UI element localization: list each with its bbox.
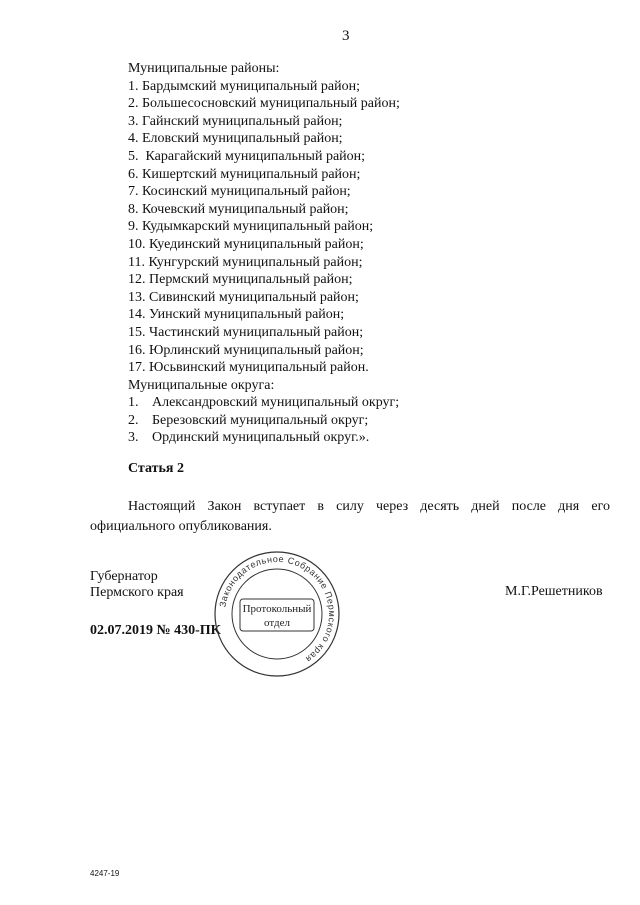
item-number: 4. bbox=[128, 131, 139, 147]
item-name: Кишертский муниципальный район; bbox=[142, 166, 361, 182]
list-item bbox=[128, 236, 528, 254]
item-number: 10. bbox=[128, 236, 146, 252]
item-name: Пермский муниципальный район; bbox=[149, 272, 353, 288]
districts-heading: Муниципальные районы: bbox=[128, 61, 280, 76]
page-number: 3 bbox=[342, 28, 350, 44]
item-name: Уинский муниципальный район; bbox=[149, 307, 345, 323]
item-number: 3. bbox=[128, 113, 139, 129]
list-item bbox=[128, 113, 528, 131]
item-name: Юрлинский муниципальный район; bbox=[149, 342, 364, 358]
list-item bbox=[128, 148, 528, 166]
item-number: 6. bbox=[128, 166, 139, 182]
list-item bbox=[128, 412, 528, 430]
list-item bbox=[128, 201, 528, 219]
item-name: Косинский муниципальный район; bbox=[142, 184, 351, 200]
item-name: Ординский муниципальный округ.». bbox=[152, 430, 370, 446]
governor-title-line1: Губернатор bbox=[90, 569, 158, 584]
list-item bbox=[128, 289, 528, 307]
governor-name: М.Г.Решетников bbox=[505, 584, 603, 599]
list-item bbox=[128, 95, 528, 113]
governor-title-line2: Пермского края bbox=[90, 585, 184, 600]
list-item bbox=[128, 218, 528, 236]
list-item bbox=[128, 130, 528, 148]
item-number: 16. bbox=[128, 342, 146, 358]
stamp-ring-text: Законодательное Собрание Пермского края bbox=[217, 553, 338, 665]
item-number: 8. bbox=[128, 201, 139, 217]
item-name: Частинский муниципальный район; bbox=[149, 324, 364, 340]
item-number: 3. bbox=[128, 430, 139, 446]
item-number: 13. bbox=[128, 289, 146, 305]
item-number: 2. bbox=[128, 412, 139, 428]
item-number: 2. bbox=[128, 96, 139, 112]
list-item bbox=[128, 359, 528, 377]
item-number: 11. bbox=[128, 254, 145, 270]
municipalities-list bbox=[128, 60, 528, 447]
item-name: Куединский муниципальный район; bbox=[149, 236, 364, 252]
article-title: Статья 2 bbox=[128, 461, 184, 476]
item-number: 1. bbox=[128, 78, 139, 94]
item-name: Гайнский муниципальный район; bbox=[142, 113, 343, 129]
stamp-center-line1: Протокольный bbox=[242, 603, 312, 615]
item-name: Сивинский муниципальный район; bbox=[149, 289, 359, 305]
item-name: Карагайский муниципальный район; bbox=[142, 148, 366, 164]
okrugs-list bbox=[128, 394, 528, 447]
law-date-number: 02.07.2019 № 430-ПК bbox=[90, 623, 221, 638]
item-number: 14. bbox=[128, 307, 146, 323]
item-name: Кудымкарский муниципальный район; bbox=[142, 219, 374, 235]
list-item bbox=[128, 429, 528, 447]
list-item bbox=[128, 306, 528, 324]
footer-code: 4247-19 bbox=[90, 869, 120, 878]
official-stamp bbox=[212, 549, 342, 679]
item-name: Александровский муниципальный округ; bbox=[152, 395, 400, 411]
item-name: Бардымский муниципальный район; bbox=[142, 78, 360, 94]
item-number: 12. bbox=[128, 272, 146, 288]
item-number: 1. bbox=[128, 395, 139, 411]
item-number: 15. bbox=[128, 324, 146, 340]
governor-title bbox=[90, 569, 184, 601]
okrugs-heading: Муниципальные округа: bbox=[128, 377, 275, 393]
list-item bbox=[128, 166, 528, 184]
list-item bbox=[128, 254, 528, 272]
item-name: Березовский муниципальный округ; bbox=[152, 412, 369, 428]
districts-list bbox=[128, 78, 528, 377]
list-item bbox=[128, 183, 528, 201]
item-number: 9. bbox=[128, 219, 139, 235]
item-name: Еловский муниципальный район; bbox=[142, 131, 343, 147]
stamp-center-line2: отдел bbox=[264, 617, 290, 629]
list-item bbox=[128, 394, 528, 412]
item-number: 17. bbox=[128, 360, 146, 376]
list-item bbox=[128, 271, 528, 289]
list-item bbox=[128, 324, 528, 342]
item-name: Юсьвинский муниципальный район. bbox=[149, 360, 369, 376]
item-number: 7. bbox=[128, 184, 139, 200]
item-name: Большесосновский муниципальный район; bbox=[142, 96, 400, 112]
item-name: Кунгурский муниципальный район; bbox=[148, 254, 363, 270]
article-text: Настоящий Закон вступает в силу через десять дней после дня его официального опубликования. bbox=[90, 499, 610, 534]
list-item bbox=[128, 342, 528, 360]
list-item bbox=[128, 78, 528, 96]
item-name: Кочевский муниципальный район; bbox=[142, 201, 349, 217]
item-number: 5. bbox=[128, 148, 139, 164]
